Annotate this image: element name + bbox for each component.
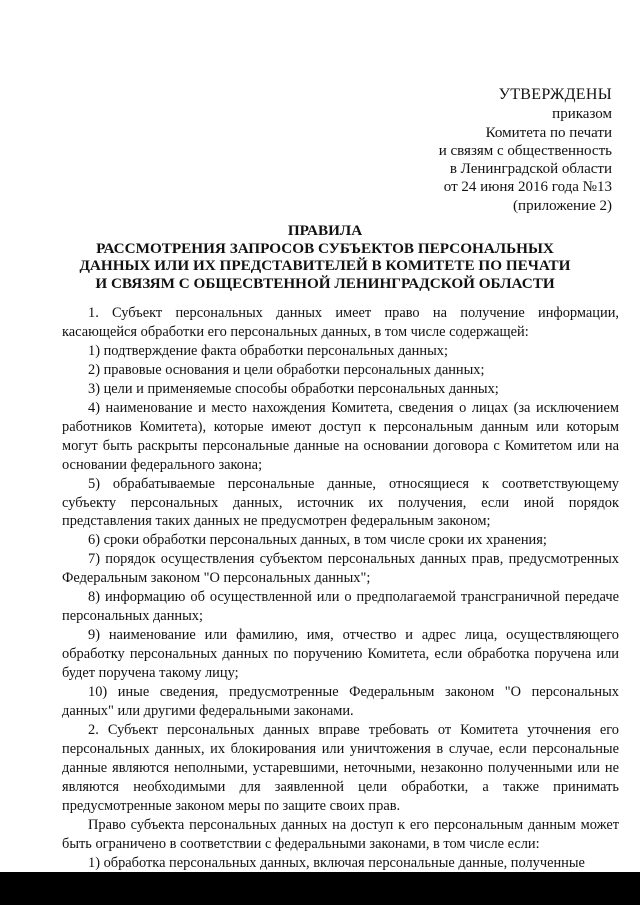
paragraph: 1) подтверждение факта обработки персональных данных;	[88, 342, 448, 359]
paragraph: 5) обрабатываемые персональные данные, относящиеся к соответствующему субъекту персональных данных, источник их получения, если иной порядок представления таких данных не предусмотрен федеральным законом;	[62, 475, 619, 530]
paragraph: 9) наименование или фамилию, имя, отчество и адрес лица, осуществляющего обработку персональных данных по поручению Комитета, если обработка поручена или будет поручена такому лицу;	[62, 627, 619, 682]
approval-line: Комитета по печати	[485, 124, 612, 141]
heading-line: И СВЯЗЯМ С ОБЩЕСВТЕННОЙ ЛЕНИНГРАДСКОЙ ОБЛАСТИ	[95, 274, 555, 292]
approval-line: от 24 июня 2016 года №13	[443, 179, 612, 196]
paragraph: Право субъекта персональных данных на доступ к его персональным данным может быть ограничено в соответствии с федеральными законами, в том числе если:	[62, 816, 619, 852]
paragraph: 4) наименование и место нахождения Комитета, сведения о лицах (за исключением работников Комитета), которые имеют доступ к персональным данным или которым могут быть раскрыты персональные данные на основании договора с Комитетом или на основании федерального закона;	[62, 399, 619, 473]
paragraph: 8) информацию об осуществленной или о предполагаемой трансграничной передаче персональных данных;	[62, 589, 619, 625]
approval-line: в Ленинградской области	[449, 161, 612, 178]
document-body	[62, 304, 619, 873]
approval-title: УТВЕРЖДЕНЫ	[498, 86, 612, 103]
approval-line: и связям с общественность	[438, 142, 612, 159]
approval-block	[439, 86, 612, 215]
approval-line: (приложение 2)	[513, 197, 612, 214]
paragraph: 2) правовые основания и цели обработки персональных данных;	[88, 361, 485, 378]
paragraph: 3) цели и применяемые способы обработки персональных данных;	[88, 380, 499, 397]
approval-line: приказом	[552, 106, 612, 123]
document-heading	[40, 222, 610, 292]
heading-title: ПРАВИЛА	[287, 222, 363, 239]
paragraph: 7) порядок осуществления субъектом персональных данных прав, предусмотренных Федеральным законом "О персональных данных";	[62, 551, 619, 587]
paragraph: 2. Субъект персональных данных вправе требовать от Комитета уточнения его персональных данных, их блокирования или уничтожения в случае, если персональные данные являются неполными, устаревшими, неточными, незаконно полученными или не являются необходимыми для заявленной цели обработки, а также принимать предусмотренные законом меры по защите своих прав.	[62, 721, 619, 814]
heading-line: ДАННЫХ ИЛИ ИХ ПРЕДСТАВИТЕЛЕЙ В КОМИТЕТЕ ПО ПЕЧАТИ	[79, 257, 571, 274]
paragraph: 10) иные сведения, предусмотренные Федеральным законом "О персональных данных" или другими федеральными законами.	[62, 684, 619, 720]
paragraph: 1) обработка персональных данных, включая персональные данные, полученные	[88, 854, 585, 871]
paragraph: 1. Субъект персональных данных имеет право на получение информации, касающейся обработки его персональных данных, в том числе содержащей:	[62, 305, 619, 340]
paragraph: 6) сроки обработки персональных данных, в том числе сроки их хранения;	[88, 532, 547, 549]
scan-bottom-edge	[0, 872, 640, 905]
heading-line: РАССМОТРЕНИЯ ЗАПРОСОВ СУБЪЕКТОВ ПЕРСОНАЛЬНЫХ	[96, 239, 554, 257]
